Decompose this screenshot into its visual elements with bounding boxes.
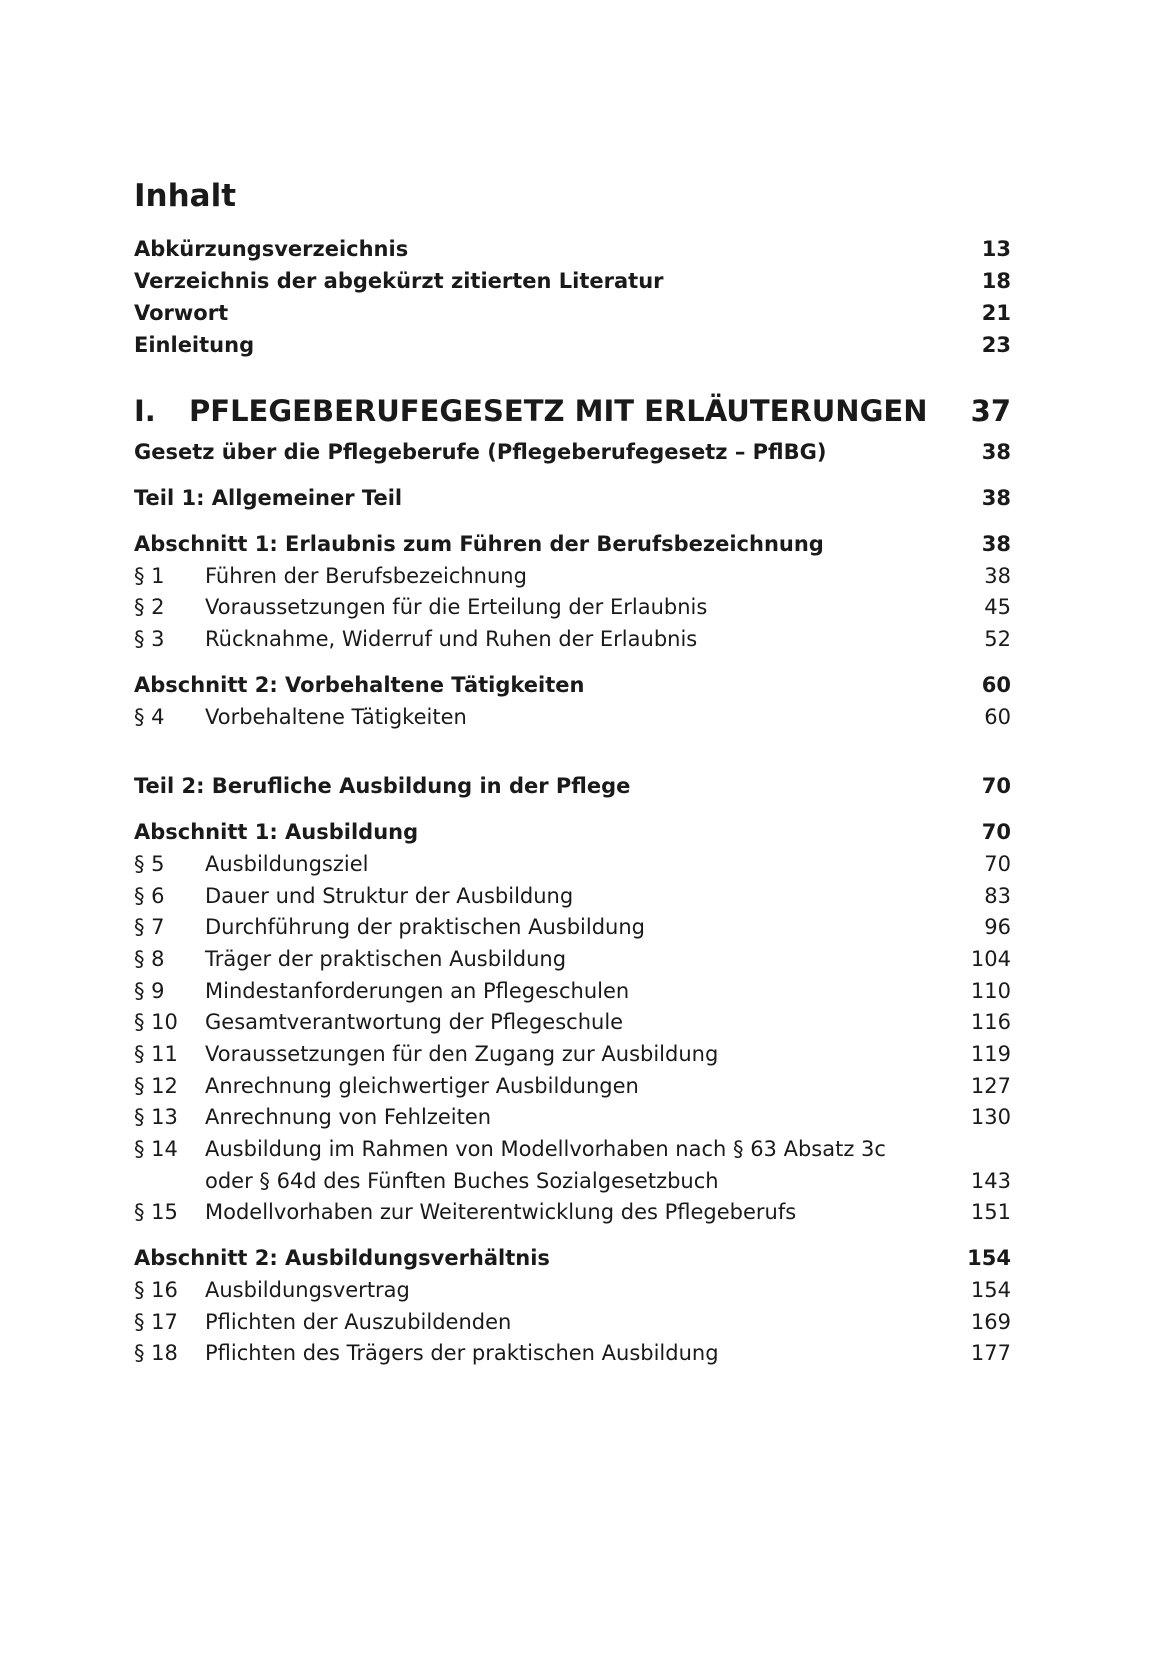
toc-paragraph-entry: [134, 590, 1011, 624]
toc-entry-label: Abschnitt 2: Ausbildungsverhältnis: [134, 1246, 550, 1270]
toc-entry-page: 38: [981, 532, 1011, 556]
toc-entry-page: 169: [970, 1310, 1011, 1334]
part-page: 37: [970, 394, 1011, 428]
toc-law-heading: [134, 435, 1011, 469]
toc-entry-label: Dauer und Struktur der Ausbildung: [205, 884, 574, 908]
toc-paragraph-entry: [134, 1037, 1011, 1071]
paragraph-number: § 1: [134, 564, 165, 588]
toc-entry-page: 143: [970, 1169, 1011, 1193]
toc-entry-page: 13: [981, 237, 1011, 261]
toc-entry-page: 83: [984, 884, 1011, 908]
toc-entry-label: Voraussetzungen für die Erteilung der Erlaubnis: [205, 595, 708, 619]
paragraph-number: § 10: [134, 1010, 178, 1034]
paragraph-number: § 9: [134, 979, 165, 1003]
toc-paragraph-entry: [134, 1132, 1011, 1166]
paragraph-number: § 2: [134, 595, 165, 619]
toc-entry-page: 154: [970, 1278, 1011, 1302]
paragraph-number: § 12: [134, 1074, 178, 1098]
toc-paragraph-entry: [134, 1100, 1011, 1134]
toc-part-heading: [134, 389, 1011, 433]
toc-entry-literature: [134, 264, 1011, 298]
toc-entry-label: Abkürzungsverzeichnis: [134, 237, 409, 261]
toc-paragraph-entry: [134, 622, 1011, 656]
toc-entry-label: Träger der praktischen Ausbildung: [205, 947, 567, 971]
paragraph-number: § 6: [134, 884, 165, 908]
toc-entry-page: 151: [970, 1200, 1011, 1224]
toc-paragraph-entry: [134, 559, 1011, 593]
toc-teil-1: [134, 481, 1011, 515]
toc-paragraph-entry: [134, 879, 1011, 913]
toc-entry-label: Gesetz über die Pflegeberufe (Pflegeberufegesetz – PflBG): [134, 440, 827, 464]
toc-entry-page: 52: [984, 627, 1011, 651]
paragraph-number: § 13: [134, 1105, 178, 1129]
part-number: I.: [134, 394, 156, 428]
toc-entry-page: 96: [984, 915, 1011, 939]
toc-entry-label: oder § 64d des Fünften Buches Sozialgesetzbuch: [205, 1169, 719, 1193]
part-label: PFLEGEBERUFEGESETZ MIT ERLÄUTERUNGEN: [189, 394, 928, 428]
toc-entry-label: Modellvorhaben zur Weiterentwicklung des Pflegeberufs: [205, 1200, 797, 1224]
toc-paragraph-entry: [134, 1069, 1011, 1103]
toc-entry-page: 23: [981, 333, 1011, 357]
toc-entry-page: 38: [984, 564, 1011, 588]
paragraph-number: § 8: [134, 947, 165, 971]
toc-entry-abbreviations: [134, 232, 1011, 266]
toc-entry-page: 70: [981, 774, 1011, 798]
toc-entry-label: Anrechnung von Fehlzeiten: [205, 1105, 492, 1129]
toc-entry-label: Vorwort: [134, 301, 229, 325]
toc-paragraph-entry: [134, 1273, 1011, 1307]
toc-entry-page: 177: [970, 1341, 1011, 1365]
toc-paragraph-entry: [134, 942, 1011, 976]
toc-entry-label: Ausbildungsvertrag: [205, 1278, 410, 1302]
toc-entry-page: 38: [981, 486, 1011, 510]
toc-paragraph-entry: [134, 1336, 1011, 1370]
paragraph-number: § 11: [134, 1042, 178, 1066]
toc-entry-foreword: [134, 296, 1011, 330]
toc-teil-2: [134, 769, 1011, 803]
paragraph-number: § 16: [134, 1278, 178, 1302]
page-title: Inhalt: [134, 178, 237, 214]
toc-paragraph-entry: [134, 910, 1011, 944]
toc-entry-label: Durchführung der praktischen Ausbildung: [205, 915, 645, 939]
toc-paragraph-entry-continuation: [134, 1164, 1011, 1198]
toc-entry-label: Ausbildungsziel: [205, 852, 369, 876]
toc-entry-label: Führen der Berufsbezeichnung: [205, 564, 527, 588]
toc-paragraph-entry: [134, 700, 1011, 734]
paragraph-number: § 15: [134, 1200, 178, 1224]
toc-entry-label: Ausbildung im Rahmen von Modellvorhaben nach § 63 Absatz 3c: [205, 1137, 886, 1161]
toc-paragraph-entry: [134, 847, 1011, 881]
table-of-contents: [134, 0, 1011, 1654]
toc-entry-label: Anrechnung gleichwertiger Ausbildungen: [205, 1074, 639, 1098]
toc-entry-label: Verzeichnis der abgekürzt zitierten Literatur: [134, 269, 664, 293]
toc-paragraph-entry: [134, 1195, 1011, 1229]
toc-entry-label: Mindestanforderungen an Pflegeschulen: [205, 979, 630, 1003]
paragraph-number: § 4: [134, 705, 165, 729]
toc-entry-label: Pflichten des Trägers der praktischen Ausbildung: [205, 1341, 719, 1365]
toc-paragraph-entry: [134, 1305, 1011, 1339]
toc-entry-page: 45: [984, 595, 1011, 619]
toc-entry-page: 110: [970, 979, 1011, 1003]
paragraph-number: § 17: [134, 1310, 178, 1334]
toc-entry-page: 60: [981, 673, 1011, 697]
toc-entry-page: 21: [981, 301, 1011, 325]
toc-entry-label: Pflichten der Auszubildenden: [205, 1310, 512, 1334]
toc-abschnitt: [134, 1241, 1011, 1275]
toc-entry-label: Teil 2: Berufliche Ausbildung in der Pflege: [134, 774, 631, 798]
paragraph-number: § 18: [134, 1341, 178, 1365]
toc-abschnitt: [134, 668, 1011, 702]
toc-entry-label: Abschnitt 1: Erlaubnis zum Führen der Berufsbezeichnung: [134, 532, 824, 556]
toc-abschnitt: [134, 815, 1011, 849]
toc-entry-label: Rücknahme, Widerruf und Ruhen der Erlaubnis: [205, 627, 698, 651]
toc-entry-label: Gesamtverantwortung der Pflegeschule: [205, 1010, 624, 1034]
toc-entry-label: Abschnitt 2: Vorbehaltene Tätigkeiten: [134, 673, 585, 697]
toc-entry-label: Einleitung: [134, 333, 255, 357]
toc-entry-page: 38: [981, 440, 1011, 464]
toc-entry-page: 130: [970, 1105, 1011, 1129]
toc-abschnitt: [134, 527, 1011, 561]
toc-entry-page: 18: [981, 269, 1011, 293]
toc-paragraph-entry: [134, 974, 1011, 1008]
toc-entry-page: 119: [970, 1042, 1011, 1066]
toc-entry-page: 70: [981, 820, 1011, 844]
paragraph-number: § 14: [134, 1137, 178, 1161]
toc-entry-label: Vorbehaltene Tätigkeiten: [205, 705, 467, 729]
toc-paragraph-entry: [134, 1005, 1011, 1039]
paragraph-number: § 3: [134, 627, 165, 651]
toc-entry-label: Teil 1: Allgemeiner Teil: [134, 486, 403, 510]
toc-entry-page: 60: [984, 705, 1011, 729]
paragraph-number: § 7: [134, 915, 165, 939]
toc-entry-page: 154: [967, 1246, 1011, 1270]
toc-entry-page: 127: [970, 1074, 1011, 1098]
toc-entry-page: 104: [970, 947, 1011, 971]
toc-entry-label: Voraussetzungen für den Zugang zur Ausbildung: [205, 1042, 719, 1066]
paragraph-number: § 5: [134, 852, 165, 876]
toc-entry-page: 116: [970, 1010, 1011, 1034]
toc-entry-label: Abschnitt 1: Ausbildung: [134, 820, 419, 844]
toc-entry-introduction: [134, 328, 1011, 362]
toc-entry-page: 70: [984, 852, 1011, 876]
